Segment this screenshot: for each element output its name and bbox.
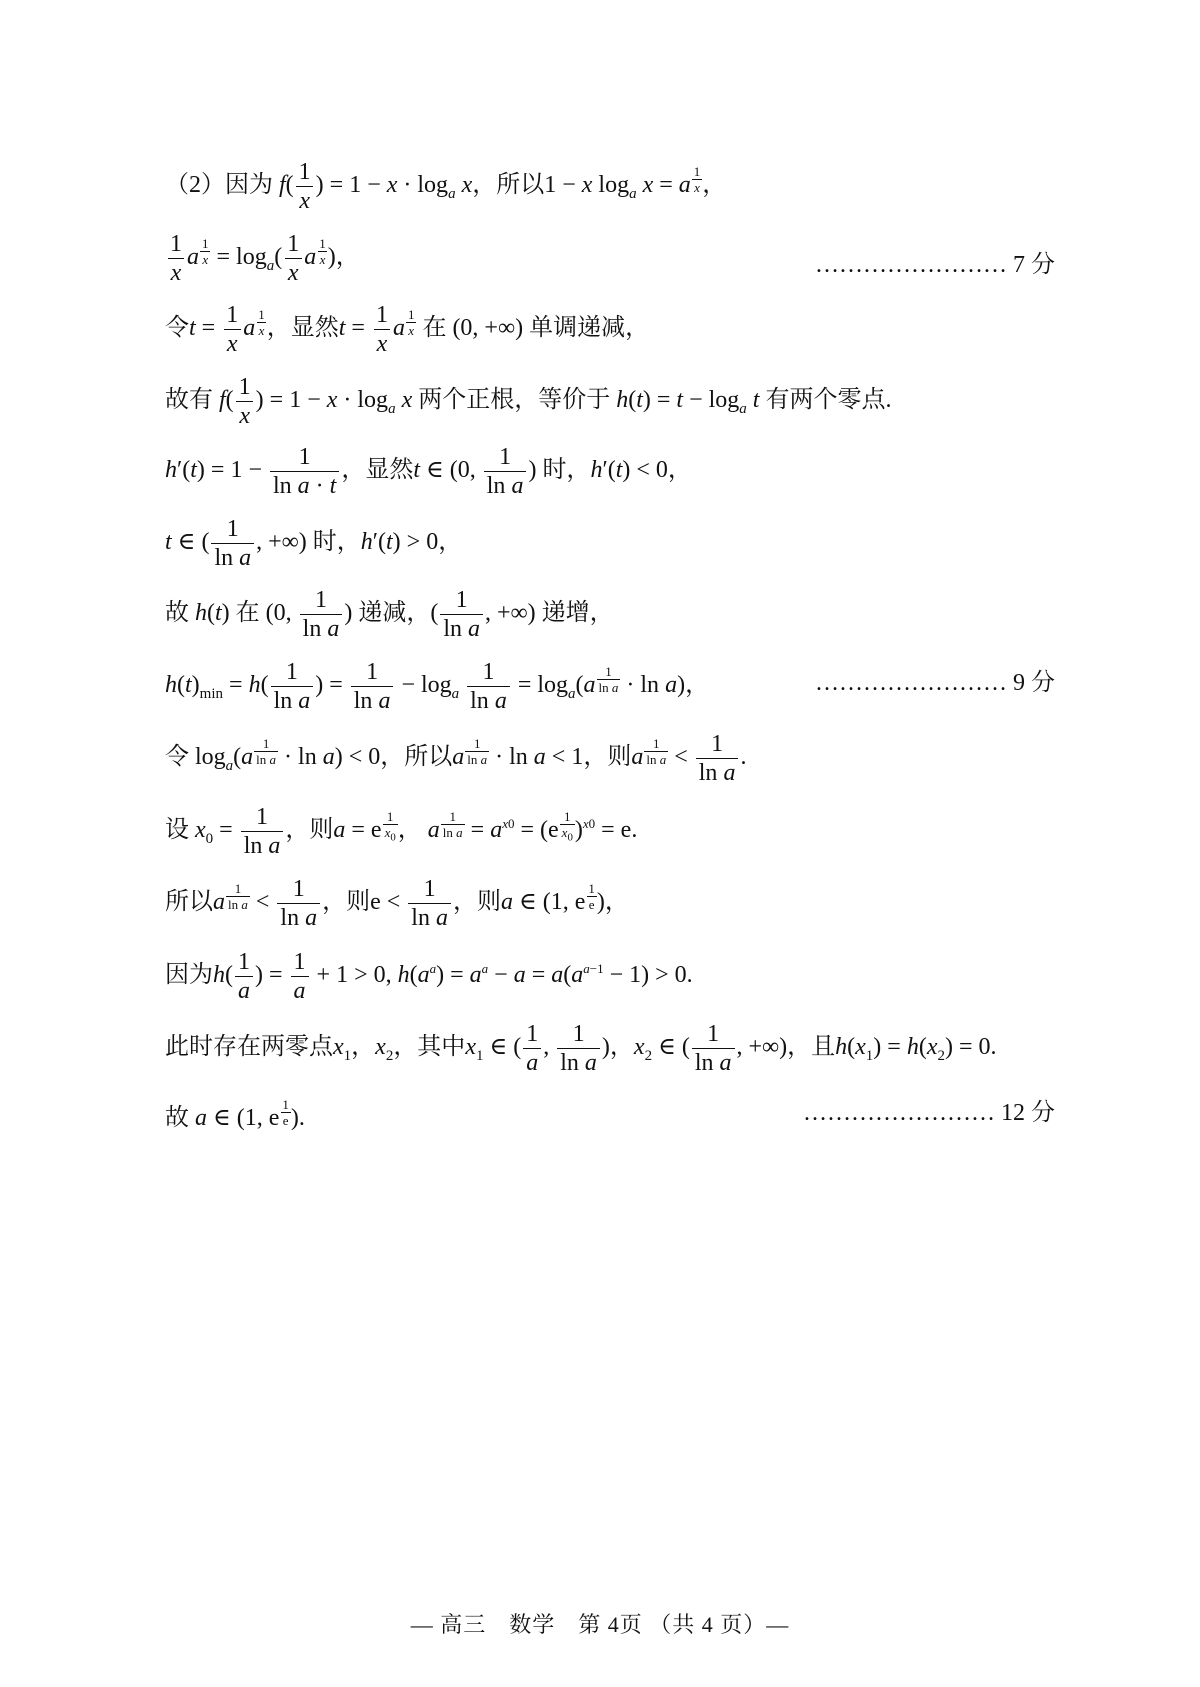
solution-line-2: $\frac{1}{x}$ a $\frac{1}{x}$ = $\log_a$( $\frac{1}{x}$ a $\frac{1}{x}$ )， xyxy=(165,232,1065,285)
score-12: …………………… 12 分 xyxy=(803,1100,1055,1126)
text: （2）因为 xyxy=(165,172,273,199)
text: ， xyxy=(702,172,727,199)
fraction: $\frac{1}{x}$ xyxy=(296,160,314,213)
solution-line-7: 故 h(t) 在 (0, $\frac{1}{\text{ln a}}$ ) 递减，( $\frac{1}{\text{ln a}}$ , +∞) 递增， xyxy=(165,587,614,642)
solution-line-1: （2）因为 f( $\frac{1}{x}$ ) = $1 - x \cdot \log_a x$，所以1 − x $\log_a x = a$ $\frac{1}{x}$ ， xyxy=(165,159,727,214)
solution-line-14: 故 a ∈ (1, e $\frac{1}{e}$ ). xyxy=(165,1097,305,1131)
solution-line-13: 此时存在两零点$x_1$，$x_2$，其中$x_1$ ∈ ( $\frac{1}{a}$ , $\frac{1}{\text{ln a}}$ )，$x_2$ ∈ ( $\frac{1}{\text{ln a}}$ , +∞)，且$h(x_1) = h(x_2) = 0$. xyxy=(165,1021,997,1076)
score-7: …………………… 7 分 xyxy=(815,252,1055,278)
solution-line-11: 所以a $\frac{1}{\text{ln a}}$ < $\frac{1}{\text{ln a}}$ ，则e < $\frac{1}{\text{ln a}}$ ，则a ∈ (1, e $\frac{1}{e}$ )， xyxy=(165,876,629,931)
text: ，所以 xyxy=(472,172,545,199)
solution-line-12: 因为h( $\frac{1}{a}$ ) = $\frac{1}{a}$ + 1 > 0, $h(a^a) = a^a - a = a(a^{a-1} - 1) > 0$. xyxy=(165,949,693,1004)
score-9: …………………… 9 分 xyxy=(815,670,1055,696)
text: ， xyxy=(335,244,360,271)
solution-line-4: 故有 f( $\frac{1}{x}$ ) = $1 - x \cdot \log_a x$ 两个正根，等价于 $h(t) = t - \log_a t$ 有两个零点. xyxy=(165,374,892,429)
solution-line-5: h′(t) = 1 − $\frac{1}{\text{ln a · t}}$ ，显然t ∈ (0, $\frac{1}{\text{ln a}}$ ) 时，h′(t) < 0， xyxy=(165,444,692,499)
solution-line-8: $h(t)_{min} = h$( $\frac{1}{\text{ln a}}$ ) = $\frac{1}{\text{ln a}}$ − $\log_a$ $\frac{1}{\text{ln a}}$ = $\log_a(a$ $\frac{1}{\text{ln a}}$ · ln a)， xyxy=(165,659,710,714)
solution-line-10: 设 $x_0$ = $\frac{1}{\text{ln a}}$ ，则a = e $\frac{1}{x_0}$ ， a $\frac{1}{\text{ln a}}$ = $a^{x0} = (e$ $\frac{1}{x_0}$ )$^{x0}$ = e. xyxy=(165,804,638,859)
solution-line-6: t ∈ ( $\frac{1}{\text{ln a}}$ , +∞) 时，h′(t) > 0， xyxy=(165,516,463,571)
solution-line-3: 令t = $\frac{1}{x}$ a $\frac{1}{x}$ ，显然t = $\frac{1}{x}$ a $\frac{1}{x}$ 在 (0, +∞) 单调递减， xyxy=(165,302,650,357)
page-footer: — 高三 数学 第 4页 （共 4 页）— xyxy=(410,1612,790,1637)
solution-line-9: 令 $\log_a(a$ $\frac{1}{\text{ln a}}$ · ln a) < 0，所以a $\frac{1}{\text{ln a}}$ · ln a < 1，则a $\frac{1}{\text{ln a}}$ < $\frac{1}{\text{ln a}}$ . xyxy=(165,731,747,786)
